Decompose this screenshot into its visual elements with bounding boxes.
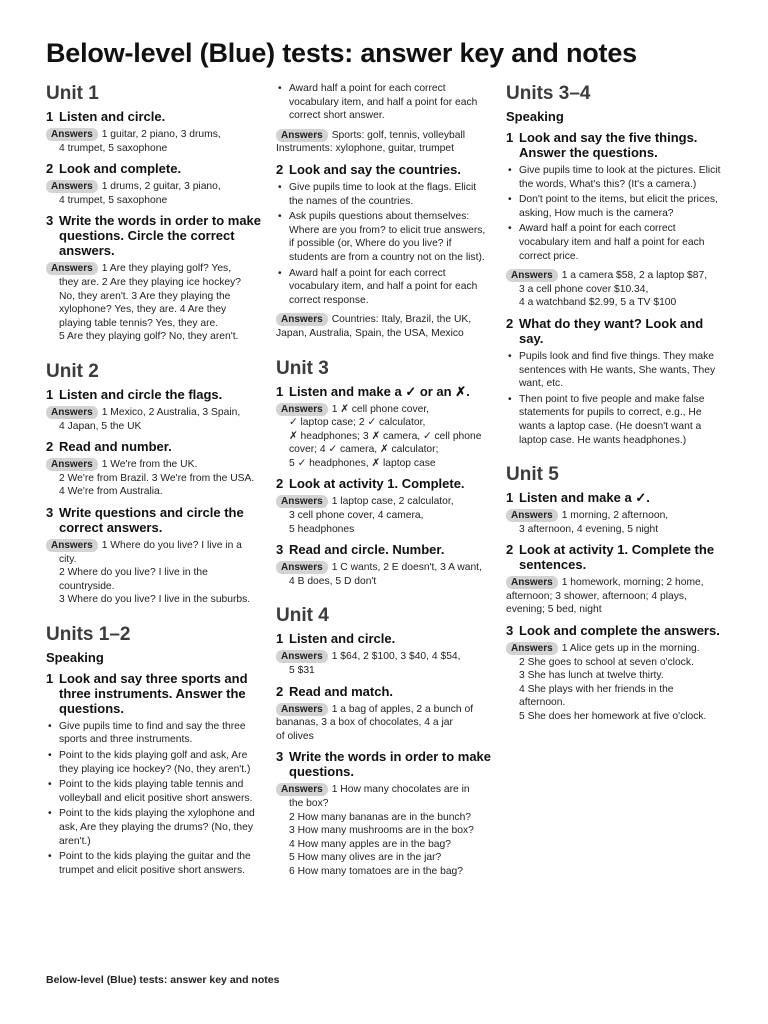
answers-badge: Answers [276, 403, 328, 416]
answers-badge: Answers [46, 406, 98, 419]
answers-badge: Answers [276, 783, 328, 796]
answer-block: Answers 1 Where do you live? I live in a city. 2 Where do you live? I live in the countryside. 3 Where do you live? I live in the suburbs. [46, 539, 264, 607]
exercise-title: 1 Look and say three sports and three instruments. Answer the questions. [46, 670, 248, 716]
answers-badge: Answers [506, 509, 558, 522]
answer-block: Answers Countries: Italy, Brazil, the UK, Japan, Australia, Spain, the USA, Mexico [276, 314, 472, 339]
answers-badge: Answers [276, 703, 328, 716]
page-footer: Below-level (Blue) tests: answer key and notes [46, 974, 280, 986]
answer-block: Answers 1 $64, 2 $100, 3 $40, 4 $54, 5 $31 [276, 650, 492, 677]
answer-block: Answers 1 C wants, 2 E doesn't, 3 A want, 4 B does, 5 D don't [276, 561, 492, 588]
units-1-2-heading: Units 1–2 [46, 623, 131, 645]
teacher-notes [506, 164, 724, 263]
teacher-notes [506, 350, 724, 447]
note-item: • Point to the kids playing the guitar and the trumpet and elicit positive short answers. [46, 850, 264, 877]
exercise-title: 1 Listen and circle the flags. [46, 386, 223, 402]
teacher-notes [276, 181, 492, 307]
note-item: • Give pupils time to look at the pictures. Elicit the words, What's this? (It's a camera.) [506, 164, 724, 191]
teacher-notes [46, 720, 264, 878]
answer-block: Answers 1 drums, 2 guitar, 3 piano, 4 trumpet, 5 saxophone [46, 180, 264, 207]
exercise-title: 1 Listen and circle. [46, 109, 166, 124]
exercise-title: 2 Look at activity 1. Complete the sentences. [506, 542, 715, 573]
answer-block: Answers 1 guitar, 2 piano, 3 drums, 4 trumpet, 5 saxophone [46, 128, 264, 155]
note-item: • Don't point to the items, but elicit the prices, asking, How much is the camera? [506, 193, 724, 220]
answers-badge: Answers [276, 650, 328, 663]
exercise-title: 1 Listen and make a ✓. [506, 490, 650, 506]
exercise-title: 3 Write questions and circle the correct answers. [46, 504, 244, 535]
exercise-title: 3 Write the words in order to make questions. Circle the correct answers. [46, 213, 262, 259]
answers-badge: Answers [276, 495, 328, 508]
exercise-title: 1 Listen and circle. [276, 631, 396, 647]
note-item: • Pupils look and find five things. They make sentences with He wants, She wants, They want, etc. [506, 350, 724, 391]
note-item: • Award half a point for each correct vocabulary item and half a point for each correct price. [506, 222, 724, 263]
note-item: • Point to the kids playing table tennis and volleyball and elicit positive short answers. [46, 778, 264, 805]
answers-badge: Answers [276, 129, 328, 142]
answers-badge: Answers [46, 262, 98, 275]
answers-badge: Answers [506, 269, 558, 282]
exercise-title: 2 Read and match. [276, 683, 394, 699]
answer-block: Answers 1 morning, 2 afternoon, 3 afternoon, 4 evening, 5 night [506, 509, 724, 536]
answer-block: Answers 1 a camera $58, 2 a laptop $87, 3 a cell phone cover $10.34, 4 a watchband $2.99, 5 a TV $100 [506, 269, 724, 310]
exercise-title: 1 Listen and make a ✓ or an ✗. [276, 383, 470, 399]
answers-badge: Answers [276, 561, 328, 574]
exercise-title: 3 Write the words in order to make questions. [276, 749, 492, 780]
speaking-label: Speaking [506, 109, 564, 124]
exercise-title: 3 Read and circle. Number. [276, 542, 445, 558]
note-item: • Award half a point for each correct vocabulary item, and half a point for each correct short answer. [276, 82, 492, 123]
speaking-label: Speaking [46, 649, 104, 665]
answers-badge: Answers [276, 313, 328, 326]
answer-block: Answers 1 Are they playing golf? Yes, they are. 2 Are they playing ice hockey? No, they aren't. 3 Are they playing the xylophone? Yes, they are. 4 Are they playing table tennis? Yes, they are. 5 Are they playing golf? No, they aren't. [46, 262, 264, 344]
exercise-title: 2 Look and complete. [46, 161, 182, 177]
answer-block: Answers 1 Mexico, 2 Australia, 3 Spain, 4 Japan, 5 the UK [46, 406, 264, 433]
unit-2-heading: Unit 2 [46, 360, 99, 382]
answers-badge: Answers [506, 642, 558, 655]
unit-4-heading: Unit 4 [276, 605, 329, 627]
note-item: • Give pupils time to look at the flags. Elicit the names of the countries. [276, 181, 492, 208]
note-item: • Point to the kids playing the xylophone and ask, Are they playing the drums? (No, they aren't.) [46, 807, 264, 848]
unit-3-heading: Unit 3 [276, 357, 329, 379]
note-item: • Give pupils time to find and say the three sports and three instruments. [46, 720, 264, 747]
answers-badge: Answers [46, 539, 98, 552]
answers-badge: Answers [46, 180, 98, 193]
answer-block: Answers 1 laptop case, 2 calculator, 3 cell phone cover, 4 camera, 5 headphones [276, 495, 492, 536]
note-item: • Point to the kids playing golf and ask, Are they playing ice hockey? (No, they aren't.) [46, 749, 264, 776]
teacher-notes [276, 82, 492, 123]
exercise-title: 2 Read and number. [46, 439, 172, 455]
answer-block: Answers Sports: golf, tennis, volleyball Instruments: xylophone, guitar, trumpet [276, 129, 466, 155]
page-title: Below-level (Blue) tests: answer key and notes [46, 38, 637, 68]
answer-block: Answers 1 a bag of apples, 2 a bunch of bananas, 3 a box of chocolates, 4 a jar of olives [276, 703, 474, 742]
answer-block: Answers 1 How many chocolates are in the box? 2 How many bananas are in the bunch? 3 How many mushrooms are in the box? 4 How many apples are in the bag? 5 How many olives are in the jar? 6 How many tomatoes are in the bag? [276, 783, 492, 878]
note-item: • Then point to five people and make false statements for pupils to correct, e.g., He wants a laptop case. (He doesn't want a laptop case. He wants headphones.) [506, 393, 724, 447]
answer-block: Answers 1 We're from the UK. 2 We're from Brazil. 3 We're from the USA. 4 We're from Australia. [46, 458, 264, 499]
answer-block: Answers 1 ✗ cell phone cover, ✓ laptop case; 2 ✓ calculator, ✗ headphones; 3 ✗ camera, ✓ cell phone cover; 4 ✓ camera, ✗ calculator; 5 ✓ headphones, ✗ laptop case [276, 403, 492, 471]
answer-block: Answers 1 Alice gets up in the morning. 2 She goes to school at seven o'clock. 3 She has lunch at twelve thirty. 4 She plays with her friends in the afternoon. 5 She does her homework at five o'clock. [506, 642, 724, 724]
column-1 [46, 82, 264, 883]
exercise-title: 2 Look and say the countries. [276, 161, 461, 177]
units-3-4-heading: Units 3–4 [506, 83, 591, 104]
answers-badge: Answers [506, 576, 558, 589]
exercise-title: 2 Look at activity 1. Complete. [276, 476, 465, 492]
note-item: • Award half a point for each correct vocabulary item, and half a point for each correct response. [276, 267, 492, 308]
exercise-title: 2 What do they want? Look and say. [506, 315, 704, 346]
note-item: • Ask pupils questions about themselves: Where are you from? to elicit true answers, if possible (or, Where do you live? if students are from a country not on the list). [276, 210, 492, 264]
answer-block: Answers 1 homework, morning; 2 home, afternoon; 3 shower, afternoon; 4 plays, evening; 5 bed, night [506, 577, 704, 616]
exercise-title: 1 Look and say the five things. Answer the questions. [506, 130, 698, 160]
answers-badge: Answers [46, 458, 98, 471]
column-2 [276, 82, 492, 885]
unit-1-heading: Unit 1 [46, 83, 99, 104]
column-3 [506, 82, 724, 730]
exercise-title: 3 Look and complete the answers. [506, 623, 720, 639]
unit-5-heading: Unit 5 [506, 464, 559, 486]
answers-badge: Answers [46, 128, 98, 141]
